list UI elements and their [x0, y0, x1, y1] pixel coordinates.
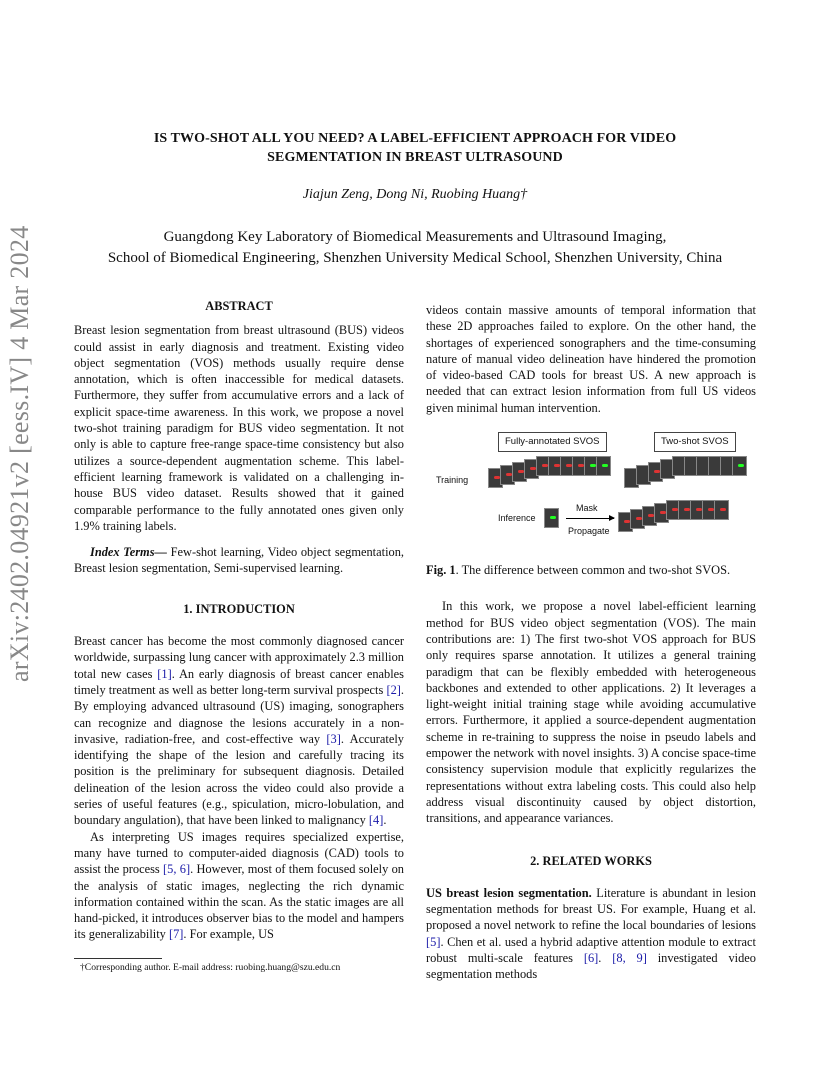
- intro-paragraph-2-continued: videos contain massive amounts of temporal information that these 2D approaches failed to explore. On the other hand, the shortages of experienced sonographers and the time-consuming nature of manual video delineation have hindered the promotion of video-based CAD tools for breast US. A new approach is needed that can extract lesion information from full US videos given minimal human intervention.: [426, 303, 756, 415]
- citation-link[interactable]: [6]: [583, 951, 599, 966]
- intro-text: . However, most of them focused solely on the analysis of static images, neglecting the rich dynamic information contained within the scan. As the static images are all hand-picked, it introduces observer bias to the model and hampers its generalizability: [74, 862, 404, 942]
- citation-link[interactable]: [4]: [368, 813, 384, 828]
- intro-paragraph-1: [74, 633, 404, 829]
- related-text: . Chen et al. used a hybrid adaptive attention module to extract robust multi-scale features: [426, 934, 756, 966]
- intro-text: . For example, US: [183, 927, 274, 942]
- index-terms-text: Few-shot learning, Video object segmentation, Breast lesion segmentation, Semi-supervised learning.: [74, 545, 404, 576]
- citation-link[interactable]: [7]: [168, 927, 184, 942]
- abstract-heading: ABSTRACT: [205, 299, 273, 313]
- intro-heading: 1. INTRODUCTION: [183, 601, 295, 616]
- mask-label: Mask: [576, 503, 598, 514]
- left-column: [74, 298, 404, 943]
- paper-title: [100, 129, 730, 167]
- arxiv-identifier: arXiv:2402.04921v2 [eess.IV] 4 Mar 2024: [5, 225, 34, 682]
- related-works-paragraph: [426, 885, 756, 983]
- figure-1: [426, 432, 756, 550]
- intro-text: As interpreting US images requires specialized expertise, many have turned to computer-aided diagnosis (CAD) tools to assist the process: [74, 829, 404, 877]
- abstract-text: Breast lesion segmentation from breast ultrasound (BUS) videos could assist in early diagnosis and treatment. Existing video object segmentation (VOS) methods usually require dense annotation, which is often inaccessible for medical datasets. Furthermore, they suffer from accumulative errors and a lack of explicit space-time awareness. In this work, we propose a novel two-shot training paradigm for BUS video segmentation. It not only is able to capture free-range space-time consistency but also utilizes a source-dependent augmentation scheme. This label-efficient learning framework is validated on a challenging in-house BUS video dataset. Results showed that it gained comparable performance to the fully annotated ones given only 1.9% training labels.: [74, 323, 404, 533]
- citation-link[interactable]: [5, 6]: [163, 862, 191, 877]
- intro-text: Breast cancer has become the most commonly diagnosed cancer worldwide, surpassing lung cancer with approximately 2.3 million total new cases: [74, 634, 404, 681]
- contributions-paragraph: In this work, we propose a novel label-efficient learning method for BUS video object segmentation (VOS). The main contributions are: 1) The first two-shot VOS approach for BUS only requires sparse annotation. It utilizes a general training paradigm that can be flexibly embedded with heterogeneous backbones and extended to other applications. 2) It leverages a light-weight initial training stage while avoiding accumulative errors. Furthermore, it applied a source-dependent augmentation scheme in re-training to suppress the noise in pseudo labels and empower the network with novel insights. 3) A concise space-time consistency supervision module that explicitly regularizes the representations without extra labeling costs. This could also help address visual discontinuity caused by object distortion, transitions, and appearance variances.: [426, 599, 756, 826]
- related-text: Literature is abundant in lesion segmentation methods for breast US. For example, Huang et al. proposed a novel network to refine the local boundaries of lesions: [426, 885, 757, 933]
- citation-link[interactable]: [3]: [326, 731, 341, 746]
- author-list: Jiajun Zeng, Dong Ni, Ruobing Huang†: [302, 187, 528, 202]
- training-label: Training: [436, 475, 469, 486]
- related-subheading: US breast lesion segmentation.: [426, 885, 592, 900]
- citation-link[interactable]: [5]: [426, 934, 441, 949]
- citation-link[interactable]: [2]: [386, 682, 401, 697]
- affiliation: [60, 227, 770, 269]
- affiliation-line-1: Guangdong Key Laboratory of Biomedical Measurements and Ultrasound Imaging,: [163, 229, 667, 245]
- two-shot-label: Two-shot SVOS: [654, 432, 736, 452]
- intro-paragraph-2: [74, 829, 404, 943]
- figure-1-caption: [426, 562, 756, 578]
- index-terms-label: Index Terms—: [90, 545, 167, 560]
- title-line-2: SEGMENTATION IN BREAST ULTRASOUND: [267, 150, 563, 165]
- caption-text: . The difference between common and two-shot SVOS.: [455, 563, 731, 578]
- video-frame: [714, 500, 729, 520]
- index-terms: [74, 544, 404, 577]
- related-text: .: [598, 951, 613, 966]
- inference-label: Inference: [498, 513, 536, 524]
- footnote-divider: [74, 958, 162, 959]
- propagate-label: Propagate: [568, 526, 610, 537]
- footnote: †Corresponding author. E-mail address: ruobing.huang@szu.edu.cn: [80, 962, 341, 973]
- intro-text: . By employing advanced ultrasound (US) imaging, sonographers can recognize and diagnose the lesions accurately in a non-invasive, radiation-free, and cost-effective way: [74, 682, 404, 746]
- propagate-arrow: [566, 518, 614, 519]
- affiliation-line-2: School of Biomedical Engineering, Shenzhen University Medical School, Shenzhen University, China: [107, 250, 723, 266]
- related-works-heading: 2. RELATED WORKS: [530, 853, 652, 868]
- video-frame: [544, 508, 559, 528]
- right-column: [426, 302, 756, 983]
- video-frame: [596, 456, 611, 476]
- citation-link[interactable]: [1]: [157, 666, 172, 681]
- intro-text: .: [383, 813, 387, 828]
- related-text: investigated video segmentation methods: [426, 951, 756, 982]
- intro-text: . An early diagnosis of breast cancer enables timely treatment as well as better long-term survival prospects: [74, 666, 404, 697]
- video-frame: [732, 456, 747, 476]
- citation-link[interactable]: [8, 9]: [612, 951, 647, 966]
- caption-label: Fig. 1: [426, 563, 456, 578]
- intro-text: . Accurately identifying the shape of the lesion and carefully tracing its position is the preliminary for subsequent diagnosis. Detailed delineation of the lesion across the video could also provide a series of useful features (e.g., spiculation, micro-lobulation, and boundary angulation), that have been linked to malignancy: [74, 731, 404, 828]
- fully-annotated-label: Fully-annotated SVOS: [498, 432, 607, 452]
- title-line-1: IS TWO-SHOT ALL YOU NEED? A LABEL-EFFICIENT APPROACH FOR VIDEO: [153, 131, 677, 146]
